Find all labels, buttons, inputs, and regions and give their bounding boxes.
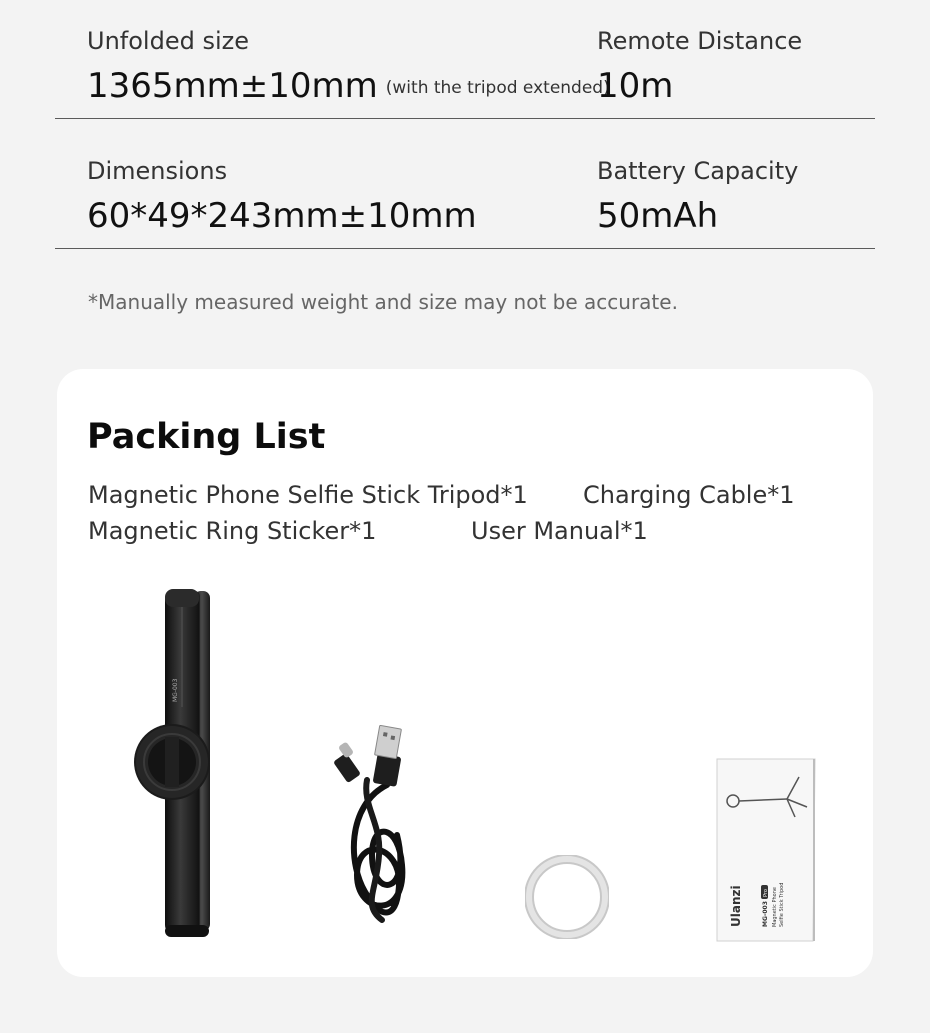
magnetic-ring-image (525, 855, 609, 939)
spec-row-1 (55, 0, 875, 119)
packing-item: Magnetic Ring Sticker*1 (88, 517, 377, 545)
spec-battery-capacity (597, 156, 798, 236)
spec-value: 60*49*243mm±10mm (87, 196, 477, 236)
packing-item: Magnetic Phone Selfie Stick Tripod*1 (88, 481, 528, 509)
packing-list-card (57, 369, 873, 977)
spec-label: Dimensions (87, 157, 228, 185)
spec-label: Unfolded size (87, 27, 249, 55)
spec-value-text: 1365mm±10mm (87, 66, 378, 106)
spec-label: Remote Distance (597, 27, 803, 55)
spec-remote-distance (597, 26, 802, 106)
selfie-stick-tripod-image (132, 587, 242, 939)
spec-value: 10m (597, 66, 674, 106)
packing-item: User Manual*1 (471, 517, 648, 545)
manual-brand: Ulanzi (729, 885, 743, 927)
spec-note: (with the tripod extended) (385, 78, 610, 98)
spec-unfolded-size (87, 26, 610, 108)
manual-line2: Selfie Stick Tripod (779, 882, 785, 927)
packing-item: Charging Cable*1 (583, 481, 795, 509)
disclaimer-text: *Manually measured weight and size may not be accurate. (88, 290, 678, 314)
manual-badge: Pro (763, 889, 769, 897)
usb-c-cable-image (327, 725, 427, 940)
manual-model: MG-003 (762, 901, 769, 927)
manual-line1: Magnetic Phone (772, 887, 778, 927)
spec-label: Battery Capacity (597, 157, 799, 185)
user-manual-image (715, 757, 817, 943)
spec-value: 50mAh (597, 196, 719, 236)
spec-row-2 (55, 130, 875, 249)
spec-value (87, 66, 610, 108)
spec-dimensions (87, 156, 477, 236)
tripod-model-label: MG-003 (172, 678, 179, 702)
packing-list-title: Packing List (87, 417, 326, 457)
